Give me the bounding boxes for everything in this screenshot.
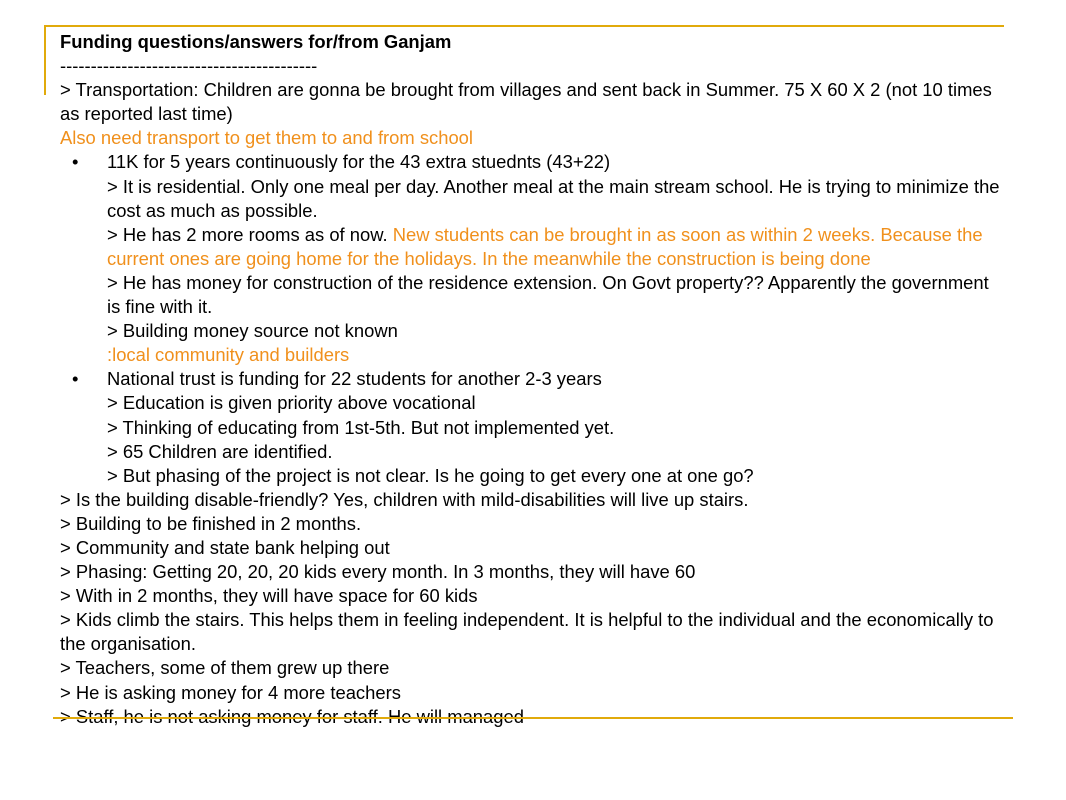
closing-note: > Teachers, some of them grew up there xyxy=(60,657,390,679)
left-accent-rule xyxy=(44,25,46,95)
sub-note: > Education is given priority above vocational xyxy=(107,392,476,414)
bullet-icon: • xyxy=(72,368,79,390)
closing-note: > With in 2 months, they will have space for 60 kids xyxy=(60,585,478,607)
notes-document xyxy=(60,30,1005,729)
construction-note: > He has money for construction of the residence extension. On Govt property?? Apparently the government is fine with it. xyxy=(107,271,989,318)
bullet-list xyxy=(60,150,1005,487)
sub-note: > Thinking of educating from 1st-5th. But not implemented yet. xyxy=(107,416,615,438)
closing-note: > Is the building disable-friendly? Yes, children with mild-disabilities will live up stairs. xyxy=(60,488,749,510)
bullet-heading: 11K for 5 years continuously for the 43 extra stuednts (43+22) xyxy=(107,151,611,173)
rooms-note xyxy=(107,223,1005,271)
closing-note: > Community and state bank helping out xyxy=(60,536,390,558)
rooms-note-text: > He has 2 more rooms as of now. xyxy=(107,223,393,245)
document-title: Funding questions/answers for/from Ganjam xyxy=(60,31,452,52)
building-money-highlight: :local community and builders xyxy=(107,344,350,366)
bullet-heading: National trust is funding for 22 students for another 2-3 years xyxy=(107,368,602,390)
closing-note: > Building to be finished in 2 months. xyxy=(60,512,362,534)
closing-note: > He is asking money for 4 more teachers xyxy=(60,681,401,703)
sub-note: > But phasing of the project is not clear. Is he going to get every one at one go? xyxy=(107,464,754,486)
top-accent-rule xyxy=(44,25,1004,27)
rooms-note-highlight: New students can be brought in as soon as within 2 weeks. Because the current ones are going home for the holidays. In the meanwhile the construction is being done xyxy=(107,223,983,269)
bullet-item-funding-11k xyxy=(60,150,1005,367)
building-money-note: > Building money source not known xyxy=(107,320,398,342)
bullet-item-national-trust xyxy=(60,367,1005,487)
residential-note: > It is residential. Only one meal per day. Another meal at the main stream school. He is trying to minimize the cost as much as possible. xyxy=(107,175,1000,221)
separator-line: ------------------------------------------ xyxy=(60,55,318,77)
transport-highlight-note: Also need transport to get them to and from school xyxy=(60,127,473,149)
closing-note: > Phasing: Getting 20, 20, 20 kids every month. In 3 months, they will have 60 xyxy=(60,561,696,583)
closing-note: > Kids climb the stairs. This helps them in feeling independent. It is helpful to the individual and the economically to the organisation. xyxy=(60,609,994,655)
sub-note: > 65 Children are identified. xyxy=(107,440,333,462)
transportation-note: > Transportation: Children are gonna be brought from villages and sent back in Summer. 75 X 60 X 2 (not 10 times as reported last time) xyxy=(60,79,992,125)
bullet-icon: • xyxy=(72,151,79,173)
bottom-accent-rule xyxy=(53,717,1013,719)
